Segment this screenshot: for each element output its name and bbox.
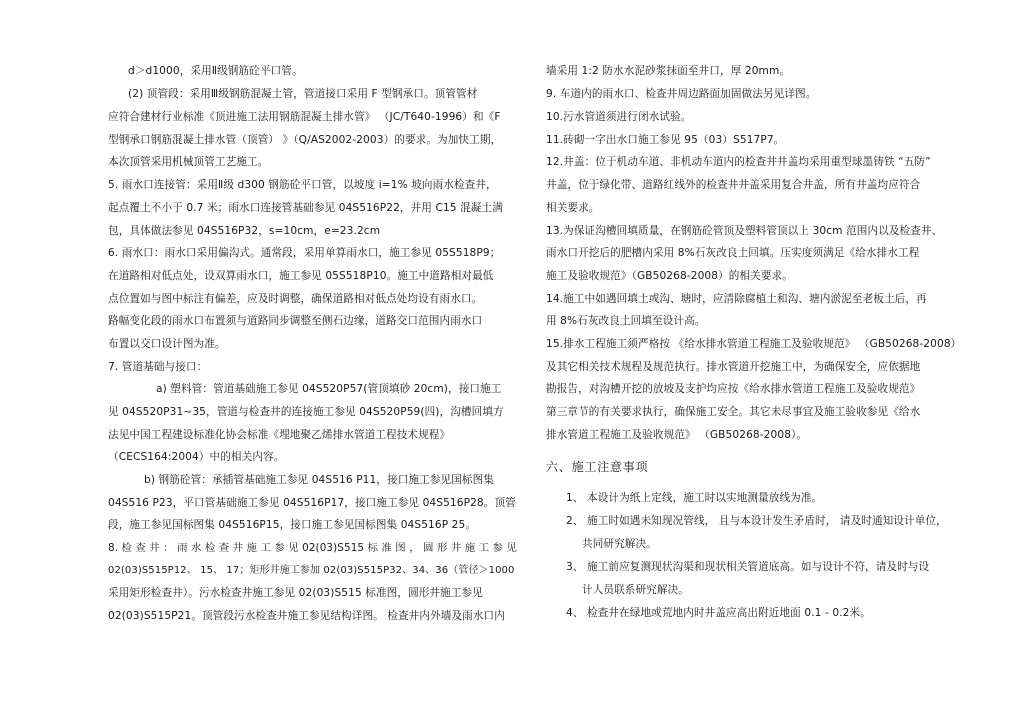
text-line: (2) 顶管段：采用Ⅲ级钢筋混凝土管，管道接口采用 F 型钢承口。顶管管材 [128,88,478,100]
list-item: 4、 检查井在绿地或荒地内时井盖应高出附近地面 0.1 - 0.2米。 [566,607,871,619]
list-item-continuation: 计人员联系研究解决。 [582,584,689,596]
text-line: b) 钢筋砼管：承插管基础施工参见 04S516 P11，接口施工参见国标图集 [144,474,494,486]
text-line: 15.排水工程施工须严格按 《给水排水管道工程施工及验收规范》 （GB50268-2008） [546,338,962,350]
text-line: 雨水口开挖后的肥槽内采用 8%石灰改良土回填。压实度须满足《给水排水工程 [546,247,920,259]
text-line: 02(03)S515P12、 15、 17；矩形井施工参加 02(03)S515P32、34、36（管径＞1000 [108,565,515,576]
text-line: 墙采用 1:2 防水水泥砂浆抹面至井口，厚 20mm。 [546,65,791,77]
text-line: 10.污水管道须进行闭水试验。 [546,111,692,123]
text-line: 井盖，位于绿化带、道路红线外的检查井井盖采用复合井盖，所有井盖均应符合 [546,179,921,191]
text-line: 6. 雨水口：雨水口采用偏沟式。通常段，采用单算雨水口，施工参见 05S518P9； [108,247,501,259]
text-line: 路幅变化段的雨水口布置须与道路同步调整至侧石边缘，道路交口范围内雨水口 [108,315,483,327]
text-line: 14.施工中如遇回填土或沟、塘时，应清除腐植土和沟、塘内淤泥至老板土后，再 [546,293,927,305]
text-line: 04S516 P23，平口管基础施工参见 04S516P17，接口施工参见 04S516P28。顶管 [108,497,516,509]
text-line: 施工及验收规范》（GB50268-2008）的相关要求。 [546,270,793,282]
text-line: 采用矩形检查井）。污水检查井施工参见 02(03)S515 标准图，圆形井施工参见 [108,587,483,599]
text-line: （CECS164:2004）中的相关内容。 [108,451,285,463]
text-line: 5. 雨水口连接管：采用Ⅱ级 d300 钢筋砼平口管，以坡度 i=1% 坡向雨水检查井， [108,179,497,191]
text-line: 02(03)S515P21。顶管段污水检查井施工参见结构详图。 检查井内外墙及雨水口内 [108,610,505,622]
text-line: 布置以交口设计图为准。 [108,338,226,350]
text-line: 7. 管道基础与接口： [108,361,208,373]
text-line: a) 塑料管：管道基础施工参见 04S520P57(管顶填砂 20cm)，接口施工 [156,383,502,395]
text-line: 见 04S520P31~35，管道与检查井的连接施工参见 04S520P59(四)，沟槽回填方 [108,406,504,418]
text-line: 11.砖砌一字出水口施工参见 95（03）S517P7。 [546,134,785,146]
section-heading: 六、施工注意事项 [546,460,649,474]
text-line: 点位置如与图中标注有偏差，应及时调整，确保道路相对低点处均设有雨水口。 [108,293,483,305]
list-item: 1、 本设计为纸上定线，施工时以实地测量放线为准。 [566,492,823,504]
text-line: 13.为保证沟槽回填质量，在钢筋砼管顶及塑料管顶以上 30cm 范围内以及检查井、 [546,225,943,237]
text-line: 包，具体做法参见 04S516P32，s=10cm，e=23.2cm [108,225,381,237]
text-line: 9. 车道内的雨水口、检查井周边路面加固做法另见详图。 [546,88,817,100]
text-line: 法见中国工程建设标准化协会标准《埋地聚乙烯排水管道工程技术规程》 [108,429,451,441]
text-line: 8. 检 查 井 ： 雨 水 检 查 井 施 工 参 见 02(03)S515 标 准 图 ， 圆 形 井 施 工 参 见 [108,542,517,554]
text-line: 相关要求。 [546,202,600,214]
list-item-continuation: 共同研究解决。 [582,538,657,550]
text-line: 勘报告，对沟槽开挖的放坡及支护均应按《给水排水管道工程施工及验收规范》 [546,383,921,395]
text-line: 用 8%石灰改良土回填至设计高。 [546,315,706,327]
text-line: 排水管道工程施工及验收规范》 （GB50268-2008）。 [546,429,808,441]
text-line: 12.井盖：位于机动车道、非机动车道内的检查井井盖均采用重型球墨铸铁 “五防” [546,156,931,168]
text-line: 本次顶管采用机械顶管工艺施工。 [108,156,269,168]
text-line: 段，施工参见国标图集 04S516P15，接口施工参见国标图集 04S516P 25。 [108,519,477,531]
list-item: 3、 施工前应复测现状沟渠和现状相关管道底高。如与设计不符，请及时与设 [566,561,930,573]
text-line: 及其它相关技术规程及规范执行。排水管道开挖施工中，为确保安全，应依据地 [546,361,921,373]
text-line: 应符合建材行业标准《顶进施工法用钢筋混凝土排水管》 （JC/T640-1996）和《F [108,111,501,123]
text-line: 第三章节的有关要求执行，确保施工安全。其它未尽事宜及施工验收参见《给水 [546,406,921,418]
text-line: 在道路相对低点处，设双算雨水口，施工参见 05S518P10。施工中道路相对最低 [108,270,494,282]
text-line: d＞d1000，采用Ⅱ级钢筋砼平口管。 [128,65,303,77]
text-line: 型钢承口钢筋混凝土排水管（顶管） 》（Q/AS2002-2003）的要求。为加快工期， [108,134,502,146]
list-item: 2、 施工时如遇未知现况管线， 且与本设计发生矛盾时， 请及时通知设计单位， [566,515,947,527]
text-line: 起点覆土不小于 0.7 米；雨水口连接管基础参见 04S516P22，并用 C15 混凝土满 [108,202,503,214]
